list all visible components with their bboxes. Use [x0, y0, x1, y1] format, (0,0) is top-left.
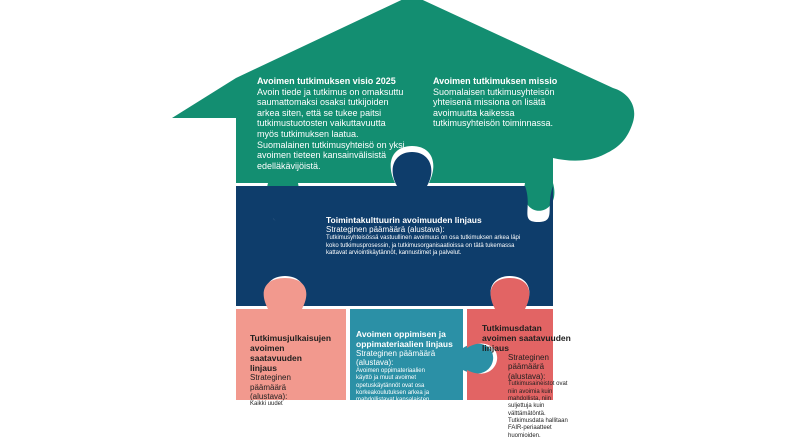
learning-subtitle: Strateginen päämäärä (alustava):	[356, 349, 436, 368]
culture-body: Tutkimusyhteisössä vastuullinen avoimuus on osa tutkimuksen arkea läpi koko tutkimusprosessin, ja tutkimusorganisaatioissa on tätä tukemassa kattavat arviointikäytännöt, kannustimet ja palvelut.	[326, 235, 521, 257]
learning-body: Avoimen oppimateriaalien käyttö ja muut avoimet opetuskäytännöt ovat osa korkeakoulutuksen arkea ja mahdollistavat kansalaisten jatkuvaa oppimista. Oppimateriaalien ja	[356, 367, 430, 418]
learning-title: Avoimen oppimisen ja oppimateriaalien linjaus	[356, 329, 453, 350]
vision-title: Avoimen tutkimuksen visio 2025	[257, 76, 396, 86]
mission-title: Avoimen tutkimuksen missio	[433, 76, 558, 86]
data-body: Tutkimusaineistot ovat niin avoimia kuin mahdollista, niin suljettuja kuin välttämätöntä. Tutkimusdata hallitaan FAIR-periaatteet huomioiden.	[508, 381, 568, 439]
data-subtitle: Strateginen päämäärä (alustava):	[508, 353, 549, 381]
data-text	[482, 323, 578, 440]
culture-subtitle: Strateginen päämäärä (alustava):	[326, 225, 445, 235]
culture-title: Toimintakulttuurin avoimuuden linjaus	[326, 215, 482, 225]
mission-body: Suomalaisen tutkimusyhteisön yhteisenä missiona on lisätä avoimuutta kaikessa tutkimusyhteisön toiminnassa.	[433, 86, 555, 129]
publications-body: Kaikki uudet	[250, 401, 283, 408]
vision-body: Avoin tiede ja tutkimus on omaksuttu saumattomaksi osaksi tutkijoiden arkea siten, että se tukee paitsi tutkimustuotosten vaikuttavuutta myös tutkimuksen laatua. Suomalainen tutkimusyhteisö on yksi avoimen tieteen kansainvälisistä edelläkävijöistä.	[257, 86, 405, 171]
mission-text	[433, 76, 573, 129]
publications-text	[250, 333, 332, 409]
publications-subtitle: Strateginen päämäärä (alustava):	[250, 373, 291, 401]
vision-text	[257, 76, 407, 171]
publications-title: Tutkimusjulkaisujen avoimen saatavuuden linjaus	[250, 333, 332, 374]
learning-text	[356, 329, 468, 419]
culture-text	[326, 215, 526, 257]
data-title: Tutkimusdatan avoimen saatavuuden linjaus	[482, 323, 571, 354]
